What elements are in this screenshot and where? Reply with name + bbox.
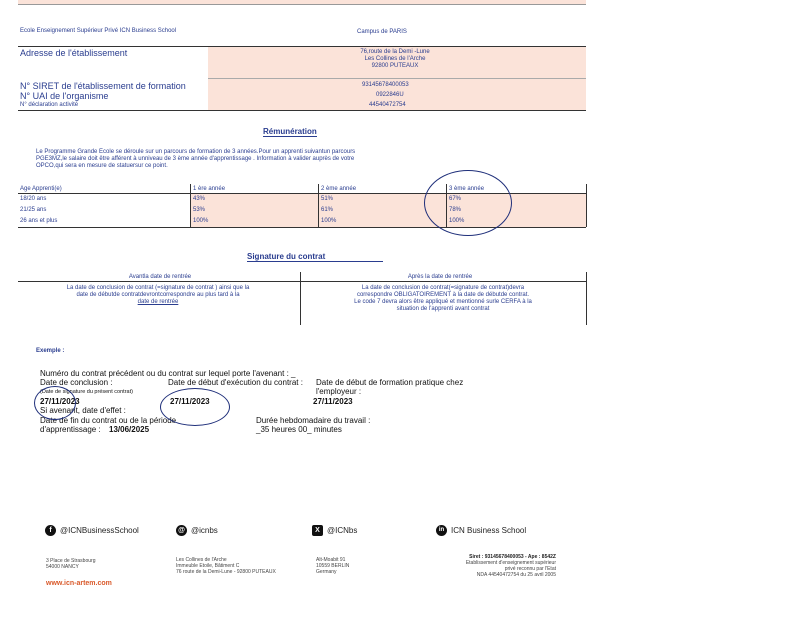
- uai-value: 0922846U: [376, 92, 404, 98]
- school-name: Ecole Enseignement Supérieur Privé ICN Business School: [20, 28, 177, 34]
- formation-value: 27/11/2023: [313, 397, 353, 406]
- conclusion-label: Date de conclusion :: [40, 378, 113, 387]
- highlight-circle: [34, 386, 76, 420]
- after-header: Après la date de rentrée: [407, 274, 473, 280]
- signature-title: Signature du contrat: [247, 252, 383, 262]
- remuneration-paragraph: Le Programme Grande Ecole se déroule sur un parcours de formation de 3 années.Pour un apprenti suivantun parcours PGE3MZ,le salaire doit être afférent à unniveau de 3 ème année d'apprentissage . Information à valider auprès de votre OPCO,qui sera en mesure de statuersur ce point.: [36, 149, 356, 169]
- website-link[interactable]: www.icn-artem.com: [46, 580, 112, 587]
- row-year-1: 53%: [193, 207, 206, 213]
- row-year-3: 100%: [449, 218, 465, 224]
- uai-label: N° UAI de l'organisme: [20, 91, 109, 101]
- row-year-1: 100%: [193, 218, 209, 224]
- row-year-1: 43%: [193, 196, 206, 202]
- previous-contract-line: Numéro du contrat précédent ou du contrat sur lequel porte l'avenant : _: [40, 369, 296, 378]
- debut-value: 27/11/2023: [170, 397, 210, 406]
- header-year-3: 3 ème année: [449, 186, 485, 192]
- remuneration-title: Rémunération: [263, 127, 317, 136]
- declaration-value: 44540472754: [369, 102, 406, 108]
- row-year-2: 100%: [321, 218, 337, 224]
- address-value: 76,route de la Demi -Lune Les Collines de l'Arche 92800 PUTEAUX: [360, 49, 430, 69]
- row-year-2: 51%: [321, 196, 334, 202]
- address-nancy: 3 Place de Strasbourg 54000 NANCY: [46, 558, 96, 570]
- before-text: La date de conclusion de contrat (=signature de contrat ) ainsi que la date de débutde contratdevrontcorrespondre au plus tard à la date de rentrée: [66, 285, 250, 305]
- row-age: 21/25 ans: [20, 207, 47, 213]
- header-age: Age Apprenti(e): [20, 186, 62, 192]
- facebook-icon: f: [45, 525, 56, 536]
- highlight-circle: [424, 170, 512, 236]
- x-icon: X: [312, 525, 323, 536]
- linkedin-icon: in: [436, 525, 447, 536]
- row-year-3: 78%: [449, 207, 462, 213]
- header-year-2: 2 ème année: [321, 186, 357, 192]
- threads-icon: @: [176, 525, 187, 536]
- social-threads[interactable]: @ @icnbs: [176, 525, 218, 536]
- address-puteaux: Les Collines de l'Arche Immeuble Etoile, Bâtiment C 76 route de la Demi-Lune - 92800 PUTEAUX: [176, 557, 276, 575]
- before-header: Avantla date de rentrée: [128, 274, 192, 280]
- conclusion-sub: (Date de signature du présent contrat): [40, 389, 133, 395]
- fin-label: Date de fin du contrat ou de la période d'apprentissage :: [40, 416, 177, 434]
- social-facebook[interactable]: f @ICNBusinessSchool: [45, 525, 139, 536]
- siret-value: 93145678400053: [362, 82, 409, 88]
- debut-label: Date de début d'exécution du contrat :: [168, 378, 303, 387]
- siret-block: Siret : 93145678400053 - Ape : 8542Z Etablissement d'enseignement supérieur privé reconnu par l'Etat NDA 44540472754 du 25 avril 2005: [465, 554, 556, 578]
- social-x[interactable]: X @ICNbs: [312, 525, 357, 536]
- avenant-label: Si avenant, date d'effet :: [40, 406, 126, 415]
- row-year-3: 67%: [449, 196, 462, 202]
- row-age: 18/20 ans: [20, 196, 47, 202]
- header-year-1: 1 ère année: [193, 186, 226, 192]
- campus-label: Campus de PARIS: [357, 29, 407, 35]
- social-linkedin[interactable]: in ICN Business School: [436, 525, 526, 536]
- declaration-label: N° déclaration activité: [20, 102, 79, 108]
- address-label: Adresse de l'établissement: [20, 48, 128, 58]
- highlight-circle: [160, 388, 230, 426]
- formation-label: Date de début de formation pratique chez l'employeur :: [316, 378, 464, 396]
- example-label: Exemple :: [36, 348, 65, 354]
- address-berlin: Alt-Moabit 91 10559 BERLIN Germany: [316, 557, 350, 575]
- after-text: La date de conclusion de contrat(=signature de contrat)devra correspondre OBLIGATOIREMENT à la date de débutde contrat. Le code 7 devra alors être appliqué et mentionné surle CERFA à la situation de l'apprenti avant contrat: [354, 285, 532, 312]
- row-year-2: 61%: [321, 207, 334, 213]
- duree-label: Durée hebdomadaire du travail :: [256, 416, 371, 425]
- duree-value: _35 heures 00_ minutes: [256, 425, 342, 434]
- fin-value: 13/06/2025: [109, 425, 150, 434]
- conclusion-value: 27/11/2023: [40, 397, 80, 406]
- siret-label: N° SIRET de l'établissement de formation: [20, 81, 186, 91]
- row-age: 26 ans et plus: [20, 218, 58, 224]
